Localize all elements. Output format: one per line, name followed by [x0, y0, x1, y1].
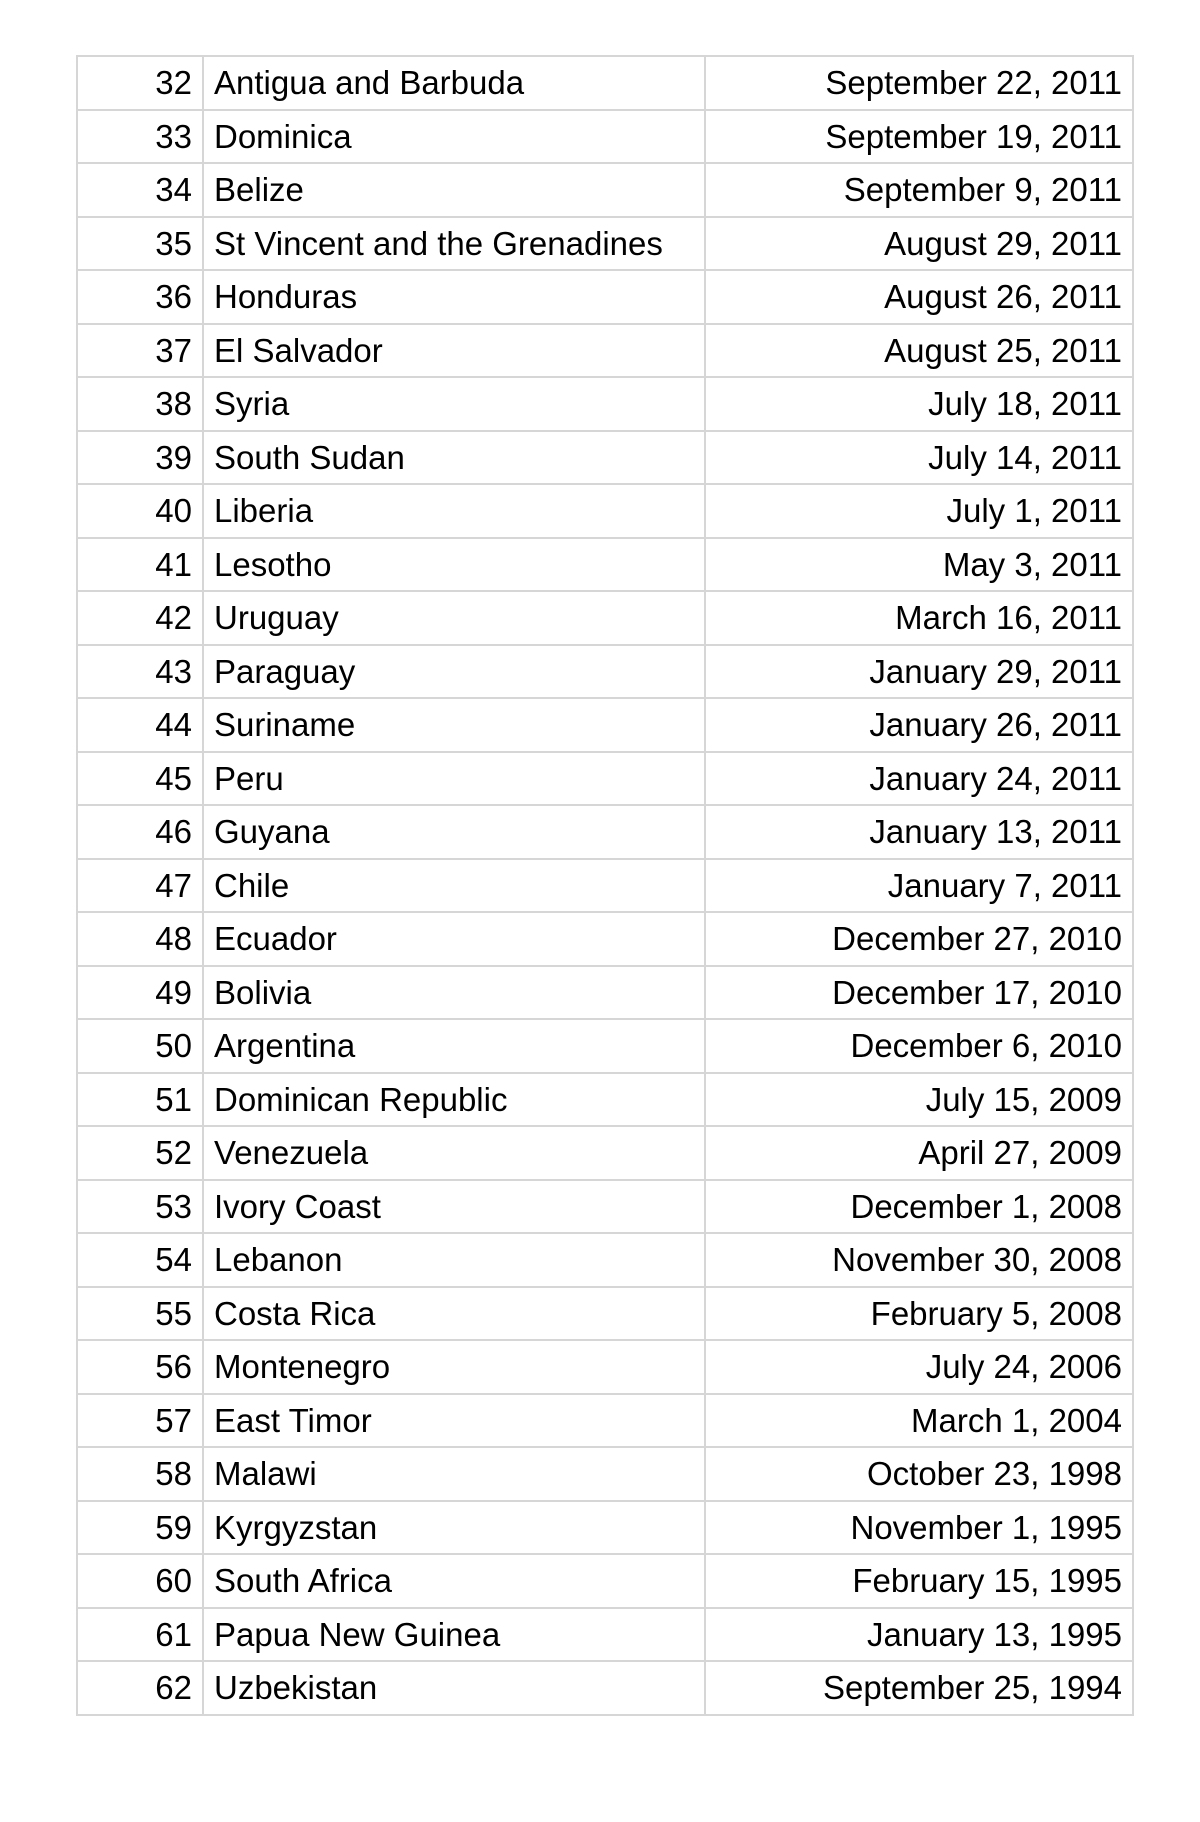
date-cell[interactable]: January 24, 2011 — [705, 752, 1133, 806]
country-cell[interactable]: Liberia — [203, 484, 705, 538]
table-row — [77, 912, 1133, 966]
table-row — [77, 324, 1133, 378]
rank-cell[interactable]: 50 — [77, 1019, 203, 1073]
table-row — [77, 966, 1133, 1020]
table-row — [77, 1019, 1133, 1073]
country-cell[interactable]: Syria — [203, 377, 705, 431]
date-cell[interactable]: March 16, 2011 — [705, 591, 1133, 645]
date-cell[interactable]: May 3, 2011 — [705, 538, 1133, 592]
rank-cell[interactable]: 46 — [77, 805, 203, 859]
table-row — [77, 217, 1133, 271]
rank-cell[interactable]: 62 — [77, 1661, 203, 1715]
table-row — [77, 752, 1133, 806]
country-cell[interactable]: Argentina — [203, 1019, 705, 1073]
date-cell[interactable]: July 14, 2011 — [705, 431, 1133, 485]
country-cell[interactable]: Belize — [203, 163, 705, 217]
table-row — [77, 110, 1133, 164]
table-row — [77, 377, 1133, 431]
rank-cell[interactable]: 45 — [77, 752, 203, 806]
country-cell[interactable]: St Vincent and the Grenadines — [203, 217, 705, 271]
table-row — [77, 1661, 1133, 1715]
rank-cell[interactable]: 40 — [77, 484, 203, 538]
country-cell[interactable]: Ecuador — [203, 912, 705, 966]
country-cell[interactable]: Honduras — [203, 270, 705, 324]
country-cell[interactable]: Uzbekistan — [203, 1661, 705, 1715]
table-row — [77, 1073, 1133, 1127]
rank-cell[interactable]: 35 — [77, 217, 203, 271]
rank-cell[interactable]: 55 — [77, 1287, 203, 1341]
country-cell[interactable]: Dominica — [203, 110, 705, 164]
country-cell[interactable]: El Salvador — [203, 324, 705, 378]
country-cell[interactable]: South Sudan — [203, 431, 705, 485]
rank-cell[interactable]: 42 — [77, 591, 203, 645]
rank-cell[interactable]: 39 — [77, 431, 203, 485]
date-cell[interactable]: January 26, 2011 — [705, 698, 1133, 752]
rank-cell[interactable]: 61 — [77, 1608, 203, 1662]
country-cell[interactable]: Guyana — [203, 805, 705, 859]
date-cell[interactable]: February 15, 1995 — [705, 1554, 1133, 1608]
rank-cell[interactable]: 48 — [77, 912, 203, 966]
date-cell[interactable]: September 9, 2011 — [705, 163, 1133, 217]
rank-cell[interactable]: 32 — [77, 56, 203, 110]
country-cell[interactable]: Lesotho — [203, 538, 705, 592]
table-row — [77, 859, 1133, 913]
date-cell[interactable]: September 19, 2011 — [705, 110, 1133, 164]
rank-cell[interactable]: 38 — [77, 377, 203, 431]
country-cell[interactable]: Venezuela — [203, 1126, 705, 1180]
table-row — [77, 1340, 1133, 1394]
date-cell[interactable]: March 1, 2004 — [705, 1394, 1133, 1448]
table-row — [77, 1447, 1133, 1501]
date-cell[interactable]: October 23, 1998 — [705, 1447, 1133, 1501]
table-row — [77, 1608, 1133, 1662]
rank-cell[interactable]: 59 — [77, 1501, 203, 1555]
date-cell[interactable]: July 18, 2011 — [705, 377, 1133, 431]
country-cell[interactable]: Antigua and Barbuda — [203, 56, 705, 110]
table-row — [77, 1394, 1133, 1448]
rank-cell[interactable]: 47 — [77, 859, 203, 913]
table-row — [77, 1180, 1133, 1234]
rank-cell[interactable]: 60 — [77, 1554, 203, 1608]
date-cell[interactable]: July 24, 2006 — [705, 1340, 1133, 1394]
country-cell[interactable]: Chile — [203, 859, 705, 913]
date-cell[interactable]: January 13, 2011 — [705, 805, 1133, 859]
rank-cell[interactable]: 36 — [77, 270, 203, 324]
table-row — [77, 1501, 1133, 1555]
table-row — [77, 645, 1133, 699]
country-cell[interactable]: Ivory Coast — [203, 1180, 705, 1234]
rank-cell[interactable]: 57 — [77, 1394, 203, 1448]
date-cell[interactable]: November 30, 2008 — [705, 1233, 1133, 1287]
rank-cell[interactable]: 43 — [77, 645, 203, 699]
rank-cell[interactable]: 33 — [77, 110, 203, 164]
date-cell[interactable]: July 1, 2011 — [705, 484, 1133, 538]
rank-cell[interactable]: 56 — [77, 1340, 203, 1394]
rank-cell[interactable]: 53 — [77, 1180, 203, 1234]
rank-cell[interactable]: 37 — [77, 324, 203, 378]
date-cell[interactable]: January 29, 2011 — [705, 645, 1133, 699]
country-cell[interactable]: Kyrgyzstan — [203, 1501, 705, 1555]
country-cell[interactable]: Costa Rica — [203, 1287, 705, 1341]
date-cell[interactable]: September 22, 2011 — [705, 56, 1133, 110]
date-cell[interactable]: December 17, 2010 — [705, 966, 1133, 1020]
country-cell[interactable]: Bolivia — [203, 966, 705, 1020]
table-body — [77, 56, 1133, 1715]
date-cell[interactable]: August 25, 2011 — [705, 324, 1133, 378]
country-cell[interactable]: Malawi — [203, 1447, 705, 1501]
spreadsheet-page — [76, 55, 1134, 1716]
country-cell[interactable]: Montenegro — [203, 1340, 705, 1394]
country-cell[interactable]: Uruguay — [203, 591, 705, 645]
date-cell[interactable]: September 25, 1994 — [705, 1661, 1133, 1715]
rank-cell[interactable]: 41 — [77, 538, 203, 592]
date-cell[interactable]: August 29, 2011 — [705, 217, 1133, 271]
rank-cell[interactable]: 51 — [77, 1073, 203, 1127]
table-row — [77, 1126, 1133, 1180]
country-cell[interactable]: Peru — [203, 752, 705, 806]
country-cell[interactable]: Paraguay — [203, 645, 705, 699]
table-row — [77, 163, 1133, 217]
date-cell[interactable]: January 7, 2011 — [705, 859, 1133, 913]
table-row — [77, 1554, 1133, 1608]
table-row — [77, 591, 1133, 645]
rank-cell[interactable]: 54 — [77, 1233, 203, 1287]
table-row — [77, 1233, 1133, 1287]
rank-cell[interactable]: 44 — [77, 698, 203, 752]
rank-cell[interactable]: 49 — [77, 966, 203, 1020]
table-row — [77, 56, 1133, 110]
table-row — [77, 431, 1133, 485]
recognition-table — [76, 55, 1134, 1716]
date-cell[interactable]: July 15, 2009 — [705, 1073, 1133, 1127]
country-cell[interactable]: Lebanon — [203, 1233, 705, 1287]
table-row — [77, 805, 1133, 859]
date-cell[interactable]: August 26, 2011 — [705, 270, 1133, 324]
table-row — [77, 484, 1133, 538]
table-row — [77, 698, 1133, 752]
date-cell[interactable]: November 1, 1995 — [705, 1501, 1133, 1555]
country-cell[interactable]: South Africa — [203, 1554, 705, 1608]
date-cell[interactable]: February 5, 2008 — [705, 1287, 1133, 1341]
date-cell[interactable]: January 13, 1995 — [705, 1608, 1133, 1662]
table-row — [77, 270, 1133, 324]
country-cell[interactable]: Dominican Republic — [203, 1073, 705, 1127]
rank-cell[interactable]: 52 — [77, 1126, 203, 1180]
table-row — [77, 1287, 1133, 1341]
table-row — [77, 538, 1133, 592]
country-cell[interactable]: East Timor — [203, 1394, 705, 1448]
country-cell[interactable]: Suriname — [203, 698, 705, 752]
rank-cell[interactable]: 34 — [77, 163, 203, 217]
rank-cell[interactable]: 58 — [77, 1447, 203, 1501]
date-cell[interactable]: December 1, 2008 — [705, 1180, 1133, 1234]
country-cell[interactable]: Papua New Guinea — [203, 1608, 705, 1662]
date-cell[interactable]: April 27, 2009 — [705, 1126, 1133, 1180]
date-cell[interactable]: December 27, 2010 — [705, 912, 1133, 966]
date-cell[interactable]: December 6, 2010 — [705, 1019, 1133, 1073]
